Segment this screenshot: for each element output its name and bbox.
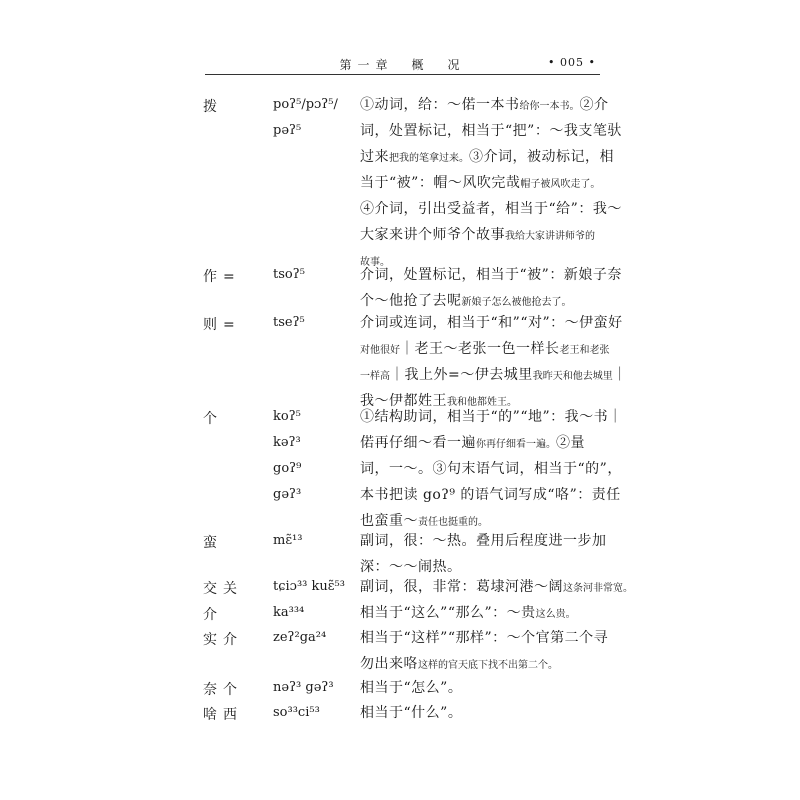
definition-text: 大家来讲个师爷个故事: [360, 227, 505, 243]
definition-line: [360, 700, 600, 726]
definition-line: [360, 600, 600, 626]
definition-line: [360, 482, 621, 508]
entry-headword: 介: [203, 607, 223, 623]
definition-line: [360, 675, 600, 701]
entry-headword: 交关: [203, 581, 243, 597]
definition-text: 相当于“怎么”。: [360, 680, 463, 696]
definition-text: 词，一～。③句末语气词，相当于“的”，: [360, 461, 622, 477]
entry-headword: 蛮: [203, 535, 223, 551]
definition-line: [360, 92, 609, 118]
entry-headword: 实介: [203, 632, 243, 648]
pronunciation-line: koʔ⁵: [273, 409, 301, 424]
gloss-translation: 故事。: [360, 257, 390, 268]
pronunciation-line: kəʔ³: [273, 435, 301, 450]
definition-text: 相当于“这么”“那么”：～贵: [360, 605, 536, 621]
gloss-translation: 新娘子怎么被他抢去了。: [461, 297, 572, 308]
definition-text: 介词，处置标记，相当于“被”：新娘子奈: [360, 267, 622, 283]
definition-line: [360, 362, 628, 388]
entry-pronunciation: [273, 625, 326, 651]
gloss-translation: 这条河非常宽。: [563, 583, 633, 594]
definition-text: 当于“被”：帽～风吹完哉: [360, 175, 521, 191]
definition-line: [360, 118, 622, 144]
gloss-translation: 我和他都姓王。: [447, 397, 517, 408]
running-header: [205, 52, 600, 75]
definition-line: [360, 262, 622, 288]
definition-text: 副词，很，非常：葛埭河港～阔: [360, 579, 563, 595]
definition-line: [360, 528, 607, 554]
pronunciation-line: zeʔ²ga²⁴: [273, 630, 327, 645]
entry-headword: 个: [203, 411, 223, 427]
entry-definition: [360, 625, 609, 677]
gloss-translation: 把我的笔拿过来。: [389, 153, 469, 164]
entry-headword: 啥西: [203, 707, 243, 723]
definition-text: ①动词，给：～偌一本书: [360, 97, 520, 113]
page-number: • 005 •: [548, 56, 596, 69]
definition-text: 相当于“这样”“那样”：～个官第二个寻: [360, 630, 609, 646]
gloss-translation: 你再仔细看一遍。: [476, 439, 556, 450]
definition-line: [360, 651, 600, 677]
definition-text: 我～伊都姓王: [360, 393, 447, 409]
definition-line: [360, 222, 600, 248]
definition-text: ④介词，引出受益者，相当于“给”：我～: [360, 201, 622, 217]
entry-pronunciation: [273, 262, 305, 288]
definition-text: ①结构助词，相当于“的”“地”：我～书｜: [360, 409, 623, 425]
gloss-translation: 帽子被风吹走了。: [520, 179, 601, 190]
pronunciation-line: goʔ⁹: [273, 461, 302, 476]
definition-text: 词，处置标记，相当于“把”：～我支笔驮: [360, 123, 622, 139]
definition-text: 也蛮重～: [360, 513, 418, 529]
entry-pronunciation: [273, 310, 305, 336]
entry-definition: [360, 574, 633, 600]
gloss-translation: 这样的官天底下找不出第二个。: [418, 660, 558, 671]
definition-text: 相当于“什么”。: [360, 705, 463, 721]
gloss-translation: 责任也挺重的。: [418, 517, 488, 528]
definition-line: [360, 310, 623, 336]
definition-line: [360, 144, 614, 170]
entry-headword: 作=: [203, 269, 241, 285]
gloss-translation: 对他很好: [360, 345, 400, 356]
gloss-translation: 给你一本书。: [519, 101, 580, 112]
definition-text: ｜老王～老张一色一样长: [400, 341, 560, 357]
definition-line: [360, 574, 633, 600]
entry-definition: [360, 700, 600, 726]
entry-pronunciation: [273, 404, 301, 508]
gloss-translation: 一样高: [360, 371, 390, 382]
definition-text: 副词，很：～热。叠用后程度进一步加: [360, 533, 607, 549]
entry-definition: [360, 404, 623, 534]
definition-line: [360, 336, 610, 362]
definition-text: 偌再仔细～看一遍: [360, 435, 476, 451]
entry-definition: [360, 262, 622, 314]
pronunciation-line: ka³³⁴: [273, 605, 305, 620]
gloss-translation: 这么贵。: [535, 609, 576, 620]
definition-line: [360, 456, 622, 482]
pronunciation-line: mɛ̃¹³: [273, 533, 303, 548]
entry-headword: 奈个: [203, 682, 243, 698]
entry-pronunciation: [273, 700, 320, 726]
pronunciation-line: tseʔ⁵: [273, 315, 305, 330]
entry-headword: 则=: [203, 317, 241, 333]
entry-definition: [360, 675, 600, 701]
entry-definition: [360, 310, 628, 414]
definition-text: 勿出来咯: [360, 656, 418, 672]
definition-text: ③介词，被动标记，相: [469, 149, 614, 165]
entry-pronunciation: [273, 528, 303, 554]
definition-text: 介词或连词，相当于“和”“对”：～伊蛮好: [360, 315, 623, 331]
entry-pronunciation: [273, 600, 304, 626]
definition-text: ｜: [612, 367, 628, 383]
definition-line: [360, 404, 623, 430]
definition-line: [360, 170, 600, 196]
chapter-title: 第一章 概 况: [339, 58, 466, 72]
gloss-translation: 我给大家讲讲师爷的: [505, 231, 595, 242]
pronunciation-line: tsoʔ⁵: [273, 267, 305, 282]
definition-text: ②量: [556, 435, 585, 451]
entry-pronunciation: [273, 675, 334, 701]
definition-text: 本书把读 goʔ⁹ 的语气词写成“咯”：责任: [360, 487, 621, 503]
pronunciation-line: tɕiɔ³³ kuɛ̃⁵³: [273, 579, 345, 594]
definition-text: 个～他抢了去呢: [360, 293, 462, 309]
entry-definition: [360, 600, 600, 626]
entry-pronunciation: [273, 92, 338, 144]
entry-definition: [360, 92, 622, 274]
definition-text: ②介: [579, 97, 609, 113]
gloss-translation: 老王和老张: [559, 345, 610, 356]
pronunciation-line: pəʔ⁵: [273, 123, 302, 138]
definition-text: ｜我上外=～伊去城里: [390, 367, 533, 383]
pronunciation-line: gəʔ³: [273, 487, 302, 502]
gloss-translation: 我昨天和他去城里: [532, 371, 613, 382]
entry-headword: 拨: [203, 99, 223, 115]
definition-line: [360, 196, 622, 222]
definition-text: 深：～～闹热。: [360, 559, 462, 575]
definition-line: [360, 625, 609, 651]
pronunciation-line: poʔ⁵/pɔʔ⁵/: [273, 97, 338, 112]
entry-definition: [360, 528, 607, 580]
entry-pronunciation: [273, 574, 345, 600]
pronunciation-line: nəʔ³ gəʔ³: [273, 680, 334, 695]
pronunciation-line: so³³ci⁵³: [273, 705, 320, 720]
definition-text: 过来: [360, 149, 389, 165]
definition-line: [360, 430, 600, 456]
